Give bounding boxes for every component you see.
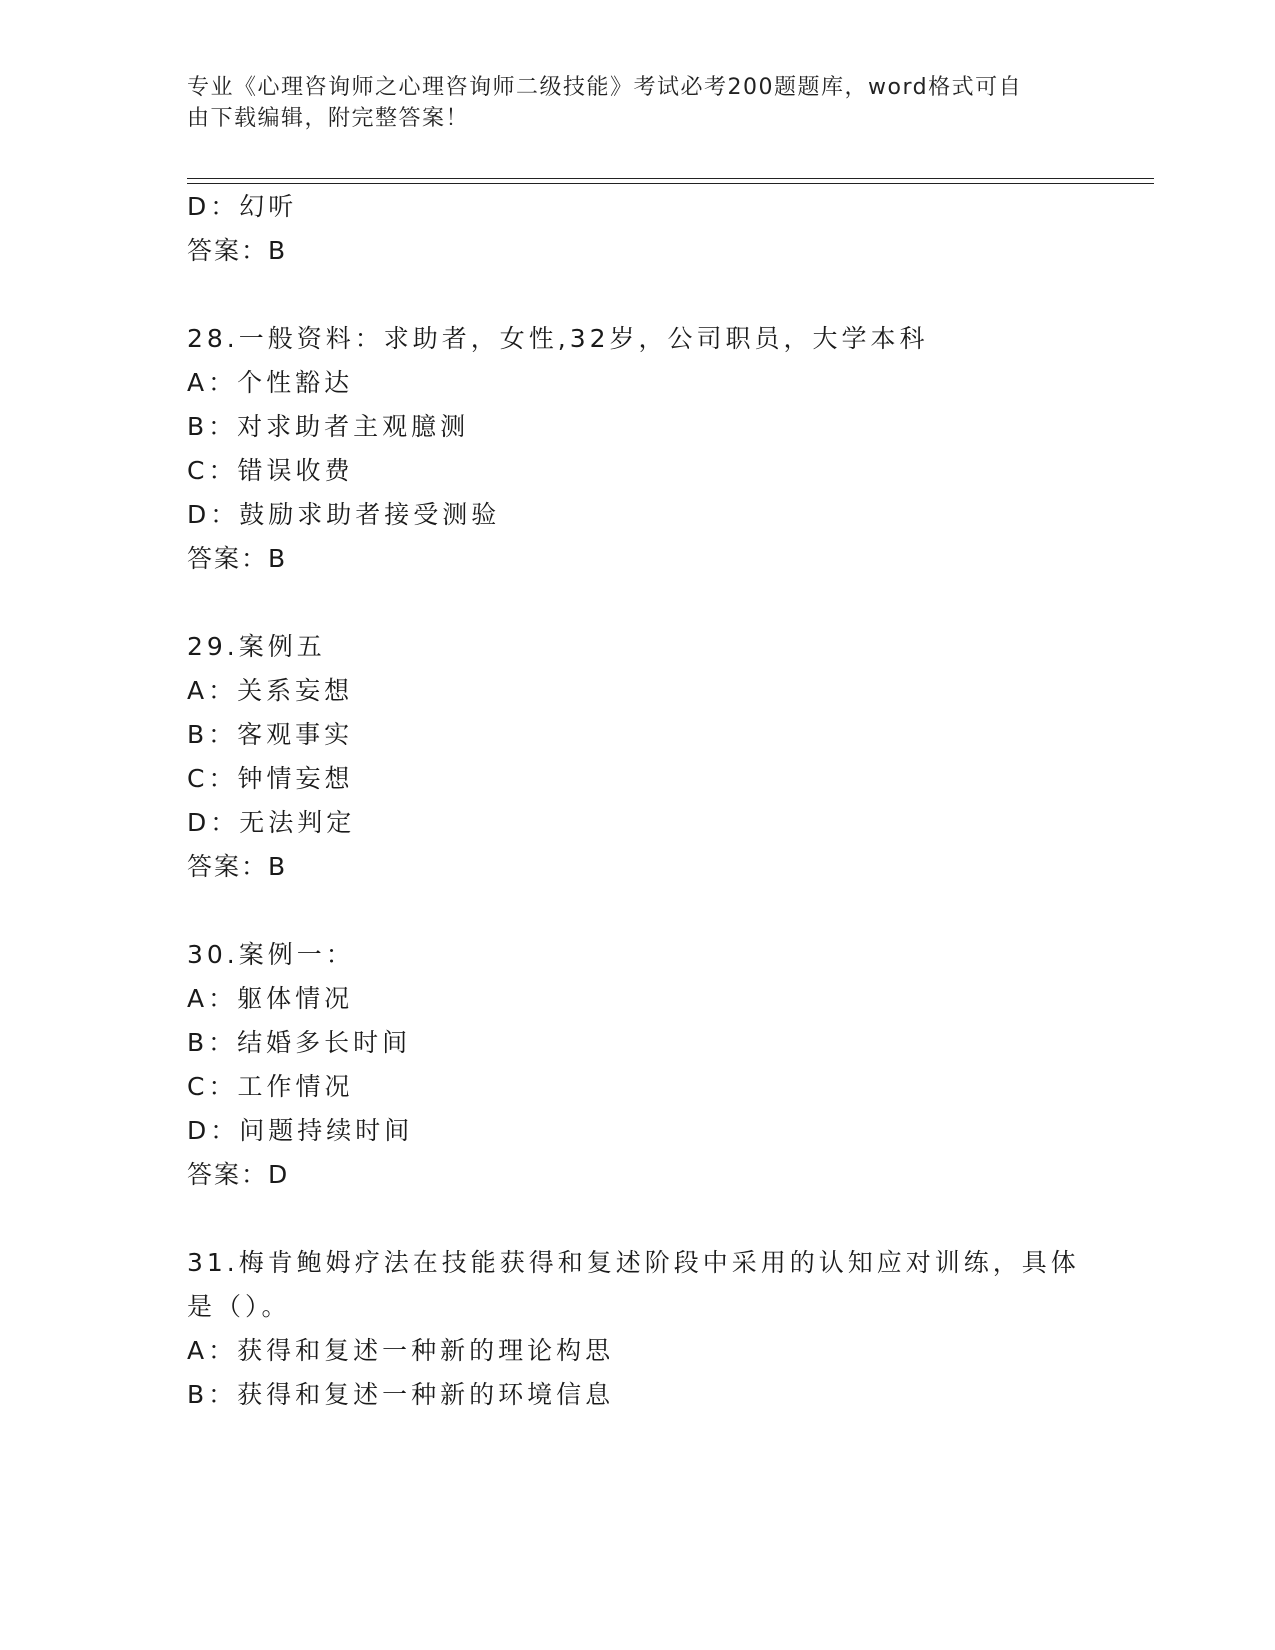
option-a: A：躯体情况 <box>187 984 354 1013</box>
option-b: B：获得和复述一种新的环境信息 <box>187 1380 615 1409</box>
question-31: 31.梅肯鲍姆疗法在技能获得和复述阶段中采用的认知应对训练，具体 <box>187 1248 1080 1277</box>
question-29: 29.案例五 <box>187 632 326 661</box>
document-header <box>187 72 1067 134</box>
answer-line: 答案：B <box>187 236 288 265</box>
option-b: B：客观事实 <box>187 720 354 749</box>
header-line-2: 由下载编辑，附完整答案！ <box>187 106 470 131</box>
question-30: 30.案例一： <box>187 940 355 969</box>
option-b: B：结婚多长时间 <box>187 1028 412 1057</box>
answer-line: 答案：B <box>187 544 288 573</box>
option-b: B：对求助者主观臆测 <box>187 412 470 441</box>
answer-line: 答案：D <box>187 1160 290 1189</box>
option-d: D：问题持续时间 <box>187 1116 414 1145</box>
option-d: D：鼓励求助者接受测验 <box>187 500 501 529</box>
option-a: A：关系妄想 <box>187 676 354 705</box>
option-a: A：获得和复述一种新的理论构思 <box>187 1336 615 1365</box>
option-c: C：钟情妄想 <box>187 764 354 793</box>
option-a: A：个性豁达 <box>187 368 354 397</box>
question-31-continued: 是（）。 <box>187 1292 291 1321</box>
option-d: D：无法判定 <box>187 808 356 837</box>
header-rule-bottom <box>187 183 1154 184</box>
option-c: C：错误收费 <box>187 456 354 485</box>
option-d: D：幻听 <box>187 192 298 221</box>
header-rule-top <box>187 178 1154 179</box>
option-c: C：工作情况 <box>187 1072 354 1101</box>
answer-line: 答案：B <box>187 852 288 881</box>
header-line-1: 专业《心理咨询师之心理咨询师二级技能》考试必考200题题库，word格式可自 <box>187 75 1023 100</box>
question-28: 28.一般资料：求助者，女性,32岁，公司职员，大学本科 <box>187 324 929 353</box>
